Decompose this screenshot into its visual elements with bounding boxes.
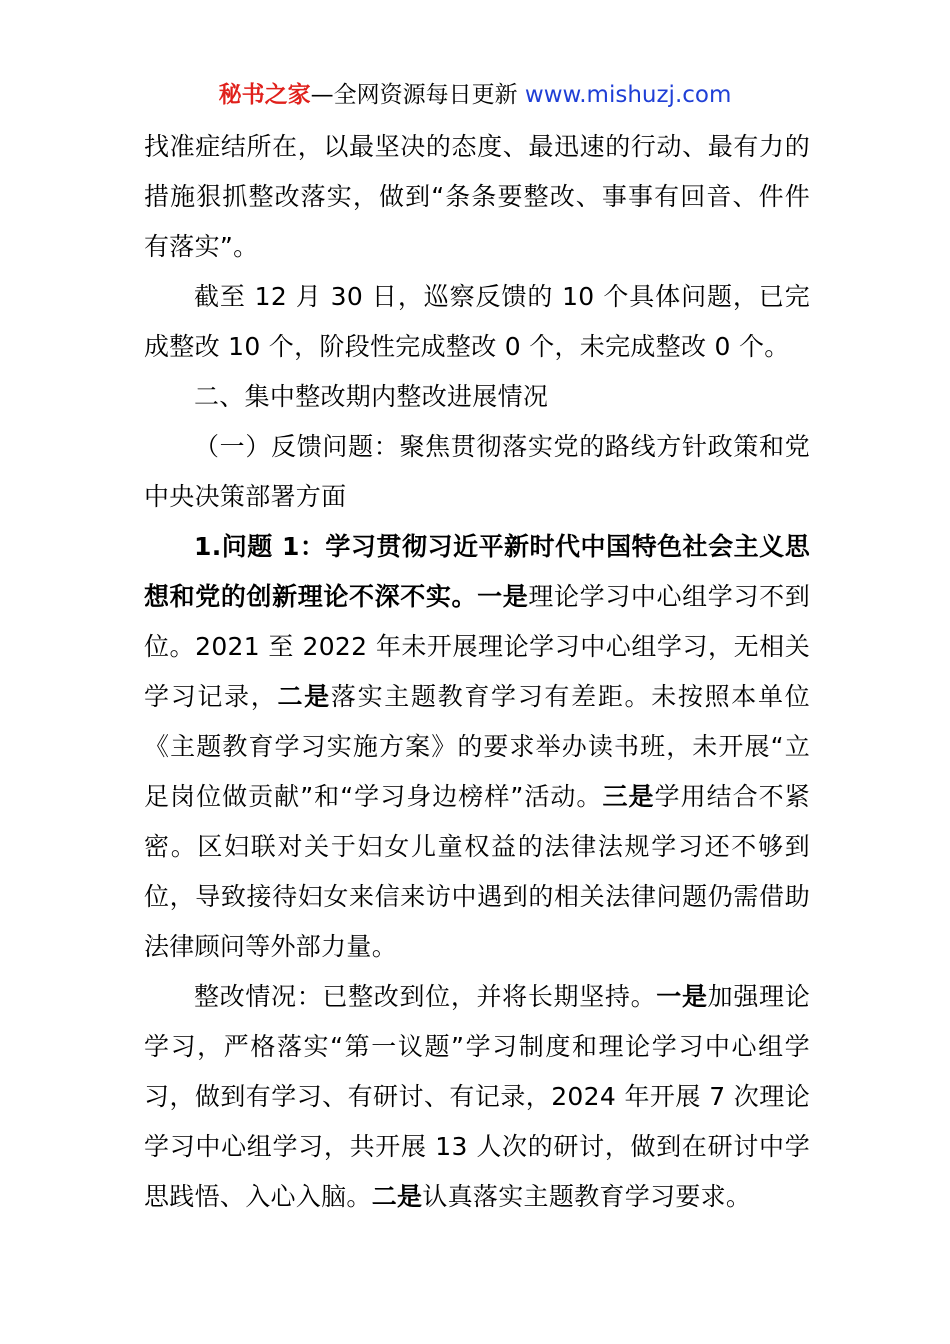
header-slogan: —全网资源每日更新	[310, 82, 525, 108]
paragraph-issue-1	[144, 522, 810, 972]
paragraph-rectification-summary: 截至 12 月 30 日，巡察反馈的 10 个具体问题，已完成整改 10 个，阶段性完成整改 0 个，未完成整改 0 个。	[144, 282, 810, 361]
paragraph-intro-continuation: 找准症结所在，以最坚决的态度、最迅速的行动、最有力的措施狠抓整改落实，做到“条条要整改、事事有回音、件件有落实”。	[144, 132, 810, 261]
site-header	[0, 78, 950, 112]
point-label-second: 二是	[371, 1182, 423, 1211]
section-heading-2: 二、集中整改期内整改进展情况	[194, 382, 549, 411]
issue-1-point-1: 理论学习中心组学习不到位。2021 至 2022 年未开展理论学习中心组学习，无相关学习记录，	[144, 582, 810, 711]
point-label-first: 一是	[656, 982, 708, 1011]
point-label-second: 二是	[277, 682, 331, 711]
point-label-third: 三是	[602, 782, 655, 811]
rectification-point-1: 加强理论学习，严格落实“第一议题”学习制度和理论学习中心组学习，做到有学习、有研讨、有记录，2024 年开展 7 次理论学习中心组学习，共开展 13 人次的研讨，做到在研讨中学思践悟、入心入脑。	[144, 982, 811, 1211]
site-url-link[interactable]: www.mishuzj.com	[524, 82, 732, 108]
issue-1-point-2: 落实主题教育学习有差距。未按照本单位《主题教育学习实施方案》的要求举办读书班，未开展“立足岗位做贡献”和“学习身边榜样”活动。	[144, 682, 810, 811]
brand-name: 秘书之家	[218, 82, 311, 108]
point-label-first: 一是	[477, 582, 529, 611]
paragraph-rectification-status	[144, 972, 810, 1222]
issue-1-title: 1.问题 1：学习贯彻习近平新时代中国特色社会主义思想和党的创新理论不深不实。	[144, 532, 810, 611]
issue-1-point-3: 学用结合不紧密。区妇联对关于妇女儿童权益的法律法规学习还不够到位，导致接待妇女来信来访中遇到的相关法律问题仍需借助法律顾问等外部力量。	[144, 782, 810, 961]
document-body	[144, 122, 810, 1222]
rectification-point-2: 认真落实主题教育学习要求。	[422, 1182, 752, 1211]
subsection-heading-1: （一）反馈问题：聚焦贯彻落实党的路线方针政策和党中央决策部署方面	[144, 432, 810, 511]
rectification-status-lead: 整改情况：已整改到位，并将长期坚持。	[194, 982, 657, 1011]
